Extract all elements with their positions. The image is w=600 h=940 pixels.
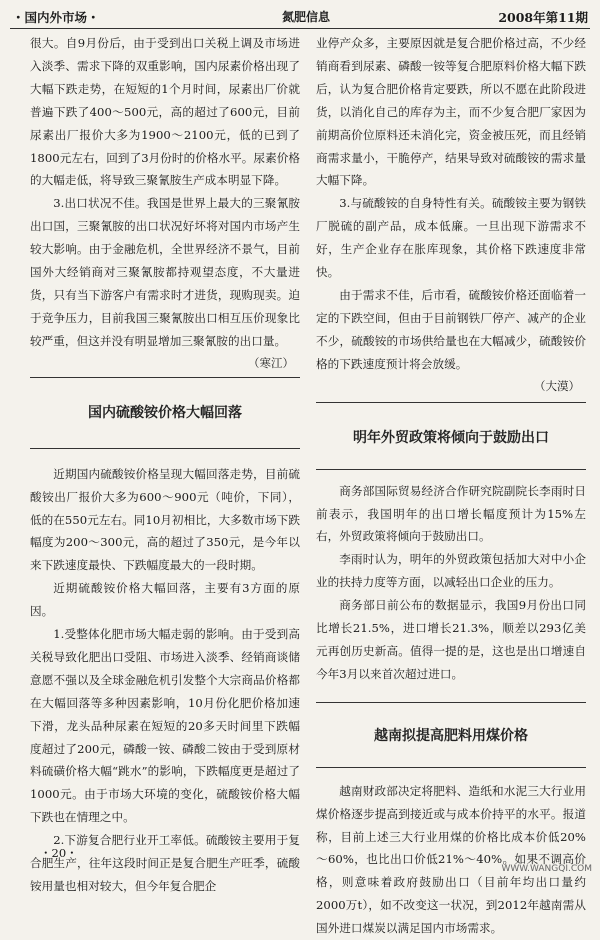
section-divider <box>316 702 586 703</box>
article-title: 越南拟提高肥料用煤价格 <box>374 727 528 744</box>
journal-name: 氮肥信息 <box>282 10 331 24</box>
issue-label: 2008年第11期 <box>498 10 588 25</box>
article-paragraph: 近期硫酸铵价格大幅回落，主要有3方面的原因。 <box>30 581 300 619</box>
section-divider <box>316 469 586 470</box>
article-paragraph: 2.下游复合肥行业开工率低。硫酸铵主要用于复合肥生产，往年这段时间正是复合肥生产旺季，硫酸铵用量也相对较大，但今年复合肥企 <box>30 833 300 893</box>
article-paragraph: 很大。自9月份后，由于受到出口关税上调及市场进入淡季、需求下降的双重影响，国内尿素价格出现了大幅下跌走势，在短短的1个月时间，尿素出厂价就普遍下跌了400～500元，高的超过了600元，目前尿素出厂报价大多为1900～2100元，低的已到了1800元左右，回到了3月份时的价格水平。尿素价格的大幅走低，将导致三聚氰胺生产成本明显下降。 <box>30 36 301 188</box>
right-column <box>316 32 586 940</box>
author-signature: （寒江） <box>248 355 294 370</box>
section-divider <box>316 402 586 403</box>
section-divider <box>30 377 300 378</box>
article-title: 明年外贸政策将倾向于鼓励出口 <box>353 429 549 446</box>
website-watermark: WWW.WANGQI.COM <box>501 864 592 874</box>
section-divider <box>316 767 586 768</box>
section-divider <box>30 448 300 449</box>
article-paragraph: 3.出口状况不佳。我国是世界上最大的三聚氰胺出口国，三聚氰胺的出口状况好坏将对国内市场产生较大影响。由于金融危机，全世界经济不景气，目前国外大经销商对三聚氰胺都持观望态度，不大量进货，只有当下游客户有需求时才进货，现购现卖。迫于竞争压力，目前我国三聚氰胺出口相互压价现象比较严重，但这并没有明显增加三聚氰胺的出口量。 <box>30 196 300 348</box>
author-signature: （大漠） <box>534 378 580 393</box>
article-paragraph: 3.与硫酸铵的自身特性有关。硫酸铵主要为钢铁厂脱硫的副产品，成本低廉。一旦出现下游需求不好，生产企业存在胀库现象，其价格下跌速度非常快。 <box>316 196 586 280</box>
page-header <box>10 0 590 29</box>
section-label: ・国内外市场・ <box>12 10 100 25</box>
left-column <box>30 32 300 898</box>
article-paragraph: 近期国内硫酸铵价格呈现大幅回落走势，目前硫酸铵出厂报价大多为600～900元（吨价，下同），低的在550元左右。同10月初相比，大多数市场下跌幅度为200～300元，高的超过了350元，是今年以来下跌速度最快、下跌幅度最大的一段时期。 <box>30 466 301 573</box>
article-paragraph: 商务部日前公布的数据显示，我国9月份出口同比增长21.5%，进口增长21.3%，顺差以293亿美元再创历史新高。值得一提的是，这也是出口增速自今年3月以来首次超过进口。 <box>316 598 586 681</box>
article-paragraph: 李雨时认为，明年的外贸政策包括加大对中小企业的扶持力度等方面，以减轻出口企业的压力。 <box>316 552 586 590</box>
article-paragraph: 由于需求不佳，后市看，硫酸铵价格还面临着一定的下跌空间，但由于目前钢铁厂停产、减产的企业不少，硫酸铵的市场供给量也在大幅减少，硫酸铵价格的下跌速度预计将会放缓。 <box>316 287 586 371</box>
article-title: 国内硫酸铵价格大幅回落 <box>88 404 242 421</box>
article-paragraph: 1.受整体化肥市场大幅走弱的影响。由于受到高关税导致化肥出口受阻、市场进入淡季、经销商谈储意愿不强以及全球金融危机引发整个大宗商品价格都在大幅回落等多种因素影响，10月份化肥价格加速下滑，龙头品种尿素在短短的20多天时间里下跌幅度超过了200元，磷酸一铵、磷酸二铵由于受到原材料硫磺价格大幅“跳水”的影响，下跌幅度更是超过了1000元。由于市场大环境的变化，硫酸铵价格大幅下跌也在情理之中。 <box>30 627 300 825</box>
article-paragraph: 越南财政部决定将肥料、造纸和水泥三大行业用煤价格逐步提高到接近或与成本价持平的水平。报道称，目前上述三大行业用煤的价格比成本价低20%～60%，也比出口价低21%～40%。如果不调高价格，则意味着政府鼓励出口（目前年均出口量约2000万t），如不改变这一状况，到2012年越南需从国外进口煤炭以满足国内市场需求。 <box>316 783 586 936</box>
page-number: ・20・ <box>40 846 78 860</box>
article-paragraph: 业停产众多，主要原因就是复合肥价格过高，不少经销商看到尿素、磷酸一铵等复合肥原料价格大幅下跌后，认为复合肥价格肯定要跌，所以不愿在此阶段进货，以消化自己的库存为主，而不少复合肥厂家因为前期高价位原料还未消化完，资金被压死，而且经销商需求量小，干脆停产，结果导致对硫酸铵的需求量大幅下降。 <box>316 36 586 188</box>
article-paragraph: 商务部国际贸易经济合作研究院副院长李雨时日前表示，我国明年的出口增长幅度预计为15%左右，外贸政策将倾向于鼓励出口。 <box>316 483 586 544</box>
